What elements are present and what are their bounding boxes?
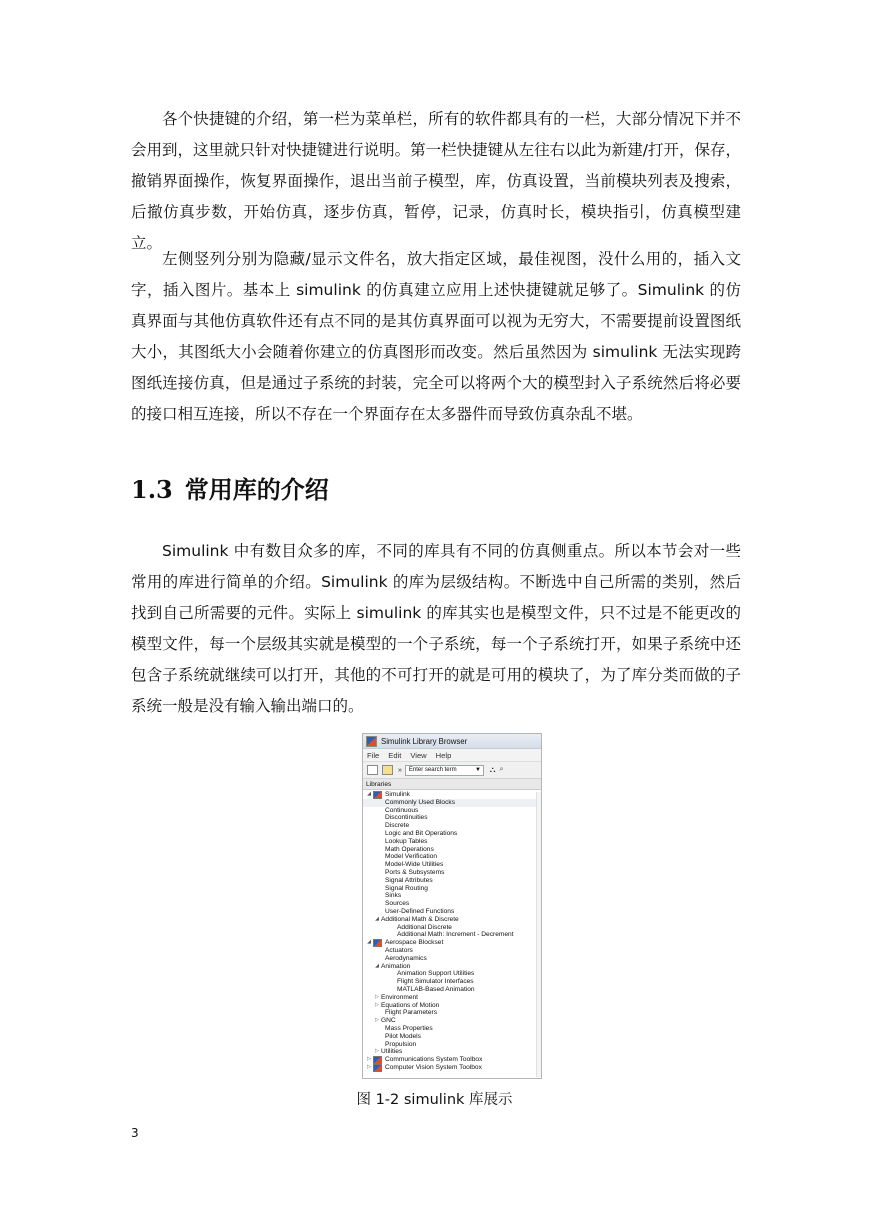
figure-caption: 图 1-2 simulink 库展示 — [356, 1092, 513, 1108]
library-tree-item[interactable] — [363, 939, 541, 947]
library-tree-item[interactable] — [363, 924, 541, 932]
library-tree-item[interactable] — [363, 869, 541, 877]
library-tree-item[interactable] — [363, 908, 541, 916]
library-tree-label: Actuators — [385, 946, 413, 954]
library-tree-label: Computer Vision System Toolbox — [385, 1063, 482, 1071]
library-tree-label: GNC — [381, 1017, 396, 1025]
library-icon — [373, 1056, 382, 1064]
library-tree-label: Lookup Tables — [385, 837, 428, 845]
library-tree-label: Sources — [385, 900, 410, 908]
library-tree-label: Additional Discrete — [397, 923, 452, 931]
library-tree-item[interactable] — [363, 978, 541, 986]
library-tree-item[interactable] — [363, 947, 541, 955]
library-tree-label: Ports & Subsystems — [385, 868, 445, 876]
library-tree-label: Utilities — [381, 1048, 403, 1056]
window-title: Simulink Library Browser — [381, 736, 468, 746]
library-tree-item[interactable] — [363, 931, 541, 939]
library-tree-item[interactable] — [363, 1041, 541, 1049]
library-tree-item[interactable] — [363, 994, 541, 1002]
simulink-app-icon — [366, 736, 377, 747]
library-tree-label: Signal Routing — [385, 884, 428, 892]
library-tree-label: MATLAB-Based Animation — [397, 985, 475, 993]
menu-file[interactable]: File — [367, 750, 380, 760]
expand-arrow-icon[interactable]: ▷ — [367, 1063, 371, 1070]
intro-paragraph-2: 左侧竖列分别为隐藏/显示文件名，放大指定区域，最佳视图，没什么用的，插入文字，插入图片。基本上 simulink 的仿真建立应用上述快捷键就足够了。Simulink 的仿真界面与其他仿真软件还有点不同的是其仿真界面可以视为无穷大，不需要提前设置图纸大小，其图纸大小会随着你建立的仿真图形而改变。然后虽然因为 simulink 无法实现跨图纸连接仿真，但是通过子系统的封装，完全可以将两个大的模型封入子系统然后将必要的接口相互连接，所以不存在一个界面存在太多器件而导致仿真杂乱不堪。 — [131, 250, 741, 423]
open-folder-icon[interactable] — [382, 765, 393, 775]
library-tree-label: Propulsion — [385, 1040, 417, 1048]
library-tree-item[interactable] — [363, 1025, 541, 1033]
search-options-icon[interactable]: ⌕ — [499, 766, 504, 773]
library-tree-item[interactable] — [363, 892, 541, 900]
library-icon — [373, 939, 382, 947]
library-tree-label: Continuous — [385, 806, 419, 814]
library-tree-label: Logic and Bit Operations — [385, 829, 458, 837]
new-model-icon[interactable] — [367, 765, 378, 775]
library-tree-label: Aerospace Blockset — [385, 939, 444, 947]
library-tree-item[interactable] — [363, 1048, 541, 1056]
library-tree-item[interactable] — [363, 791, 541, 799]
library-tree-item[interactable] — [363, 885, 541, 893]
library-tree-item[interactable] — [363, 1056, 541, 1064]
library-tree-item[interactable] — [363, 853, 541, 861]
toolbar-overflow-icon[interactable]: » — [398, 766, 402, 774]
libraries-header: Libraries — [363, 779, 541, 790]
library-tree-label: Environment — [381, 993, 419, 1001]
window-titlebar — [363, 734, 541, 749]
menu-help[interactable]: Help — [435, 750, 452, 760]
menu-view[interactable]: View — [410, 750, 427, 760]
library-tree-item[interactable] — [363, 830, 541, 838]
collapse-arrow-icon[interactable]: ◢ — [367, 939, 371, 946]
expand-arrow-icon[interactable]: ▷ — [375, 1001, 379, 1008]
library-tree-label: Mass Properties — [385, 1024, 433, 1032]
library-tree-item[interactable] — [363, 1002, 541, 1010]
library-tree-item[interactable] — [363, 877, 541, 885]
library-tree-item[interactable] — [363, 900, 541, 908]
library-icon — [373, 1064, 382, 1072]
intro-paragraph-1: 各个快捷键的介绍，第一栏为菜单栏，所有的软件都具有的一栏，大部分情况下并不会用到，这里就只针对快捷键进行说明。第一栏快捷键从左往右以此为新建/打开，保存，撤销界面操作，恢复界面操作，退出当前子模型，库，仿真设置，当前模块列表及搜索，后撤仿真步数，开始仿真，逐步仿真，暂停，记录，仿真时长，模块指引，仿真模型建立。 — [131, 110, 741, 252]
library-tree-item[interactable] — [363, 970, 541, 978]
library-tree-item[interactable] — [363, 1017, 541, 1025]
search-input[interactable] — [405, 765, 484, 776]
menu-edit[interactable]: Edit — [388, 750, 402, 760]
library-tree-item[interactable] — [363, 807, 541, 815]
library-tree-label: Additional Math & Discrete — [381, 915, 459, 923]
library-tree-label: Sinks — [385, 892, 402, 900]
library-tree-label: Flight Parameters — [385, 1009, 438, 1017]
library-tree-item[interactable] — [363, 846, 541, 854]
library-tree-item[interactable] — [363, 1033, 541, 1041]
expand-arrow-icon[interactable]: ▷ — [375, 993, 379, 1000]
library-tree-label: Communications System Toolbox — [385, 1056, 483, 1064]
collapse-arrow-icon[interactable]: ◢ — [375, 962, 379, 969]
collapse-arrow-icon[interactable]: ◢ — [367, 791, 371, 797]
library-tree-label: User-Defined Functions — [385, 907, 455, 915]
library-tree-item[interactable] — [363, 799, 541, 807]
expand-arrow-icon[interactable]: ▷ — [375, 1017, 379, 1024]
page-number: 3 — [131, 1126, 139, 1140]
search-placeholder: Enter search term — [408, 767, 457, 773]
toolbar — [363, 762, 541, 779]
chevron-down-icon[interactable]: ▼ — [474, 767, 481, 773]
library-tree — [363, 790, 541, 1072]
library-icon — [373, 791, 382, 799]
library-tree-item[interactable] — [363, 822, 541, 830]
library-tree-item[interactable] — [363, 814, 541, 822]
library-tree-label: Model-Wide Utilities — [385, 861, 444, 869]
library-tree-item[interactable] — [363, 916, 541, 924]
library-tree-label: Animation Support Utilities — [397, 970, 475, 978]
section-number: 1.3 — [131, 475, 173, 504]
section-title: 常用库的介绍 — [184, 475, 329, 504]
library-tree-label: Pilot Models — [385, 1032, 421, 1040]
library-tree-label: Model Verification — [385, 853, 438, 861]
tree-scrollbar[interactable] — [536, 792, 541, 1077]
library-tree-label: Simulink — [385, 791, 410, 798]
library-tree-item[interactable] — [363, 955, 541, 963]
library-tree-item[interactable] — [363, 1064, 541, 1072]
library-tree-label: Aerodynamics — [385, 954, 427, 962]
library-tree-label: Math Operations — [385, 845, 434, 853]
collapse-arrow-icon[interactable]: ◢ — [375, 915, 379, 922]
library-tree-item[interactable] — [363, 861, 541, 869]
library-tree-item[interactable] — [363, 963, 541, 971]
library-tree-label: Additional Math: Increment - Decrement — [397, 931, 514, 939]
section-heading — [131, 470, 329, 505]
expand-arrow-icon[interactable]: ▷ — [367, 1056, 371, 1063]
library-tree-label: Animation — [381, 962, 411, 970]
binoculars-search-icon[interactable]: ⛬ — [489, 765, 496, 774]
library-tree-label: Discrete — [385, 822, 410, 830]
expand-arrow-icon[interactable]: ▷ — [375, 1048, 379, 1055]
library-tree-label: Equations of Motion — [381, 1001, 440, 1009]
library-tree-item[interactable] — [363, 986, 541, 994]
library-tree-label: Discontinuities — [385, 814, 428, 822]
library-browser-screenshot — [362, 733, 542, 1079]
library-tree-item[interactable] — [363, 838, 541, 846]
library-tree-item[interactable] — [363, 1009, 541, 1017]
menu-bar — [363, 749, 541, 762]
section-paragraph: Simulink 中有数目众多的库，不同的库具有不同的仿真侧重点。所以本节会对一些常用的库进行简单的介绍。Simulink 的库为层级结构。不断选中自己所需的类别，然后找到自己所需要的元件。实际上 simulink 的库其实也是模型文件，只不过是不能更改的模型文件，每一个层级其实就是模型的一个子系统，每一个子系统打开，如果子系统中还包含子系统就继续可以打开，其他的不可打开的就是可用的模块了，为了库分类而做的子系统一般是没有输入输出端口的。 — [131, 542, 741, 715]
library-tree-label: Commonly Used Blocks — [385, 798, 455, 806]
library-tree-label: Flight Simulator Interfaces — [397, 978, 474, 986]
library-tree-label: Signal Attributes — [385, 876, 433, 884]
